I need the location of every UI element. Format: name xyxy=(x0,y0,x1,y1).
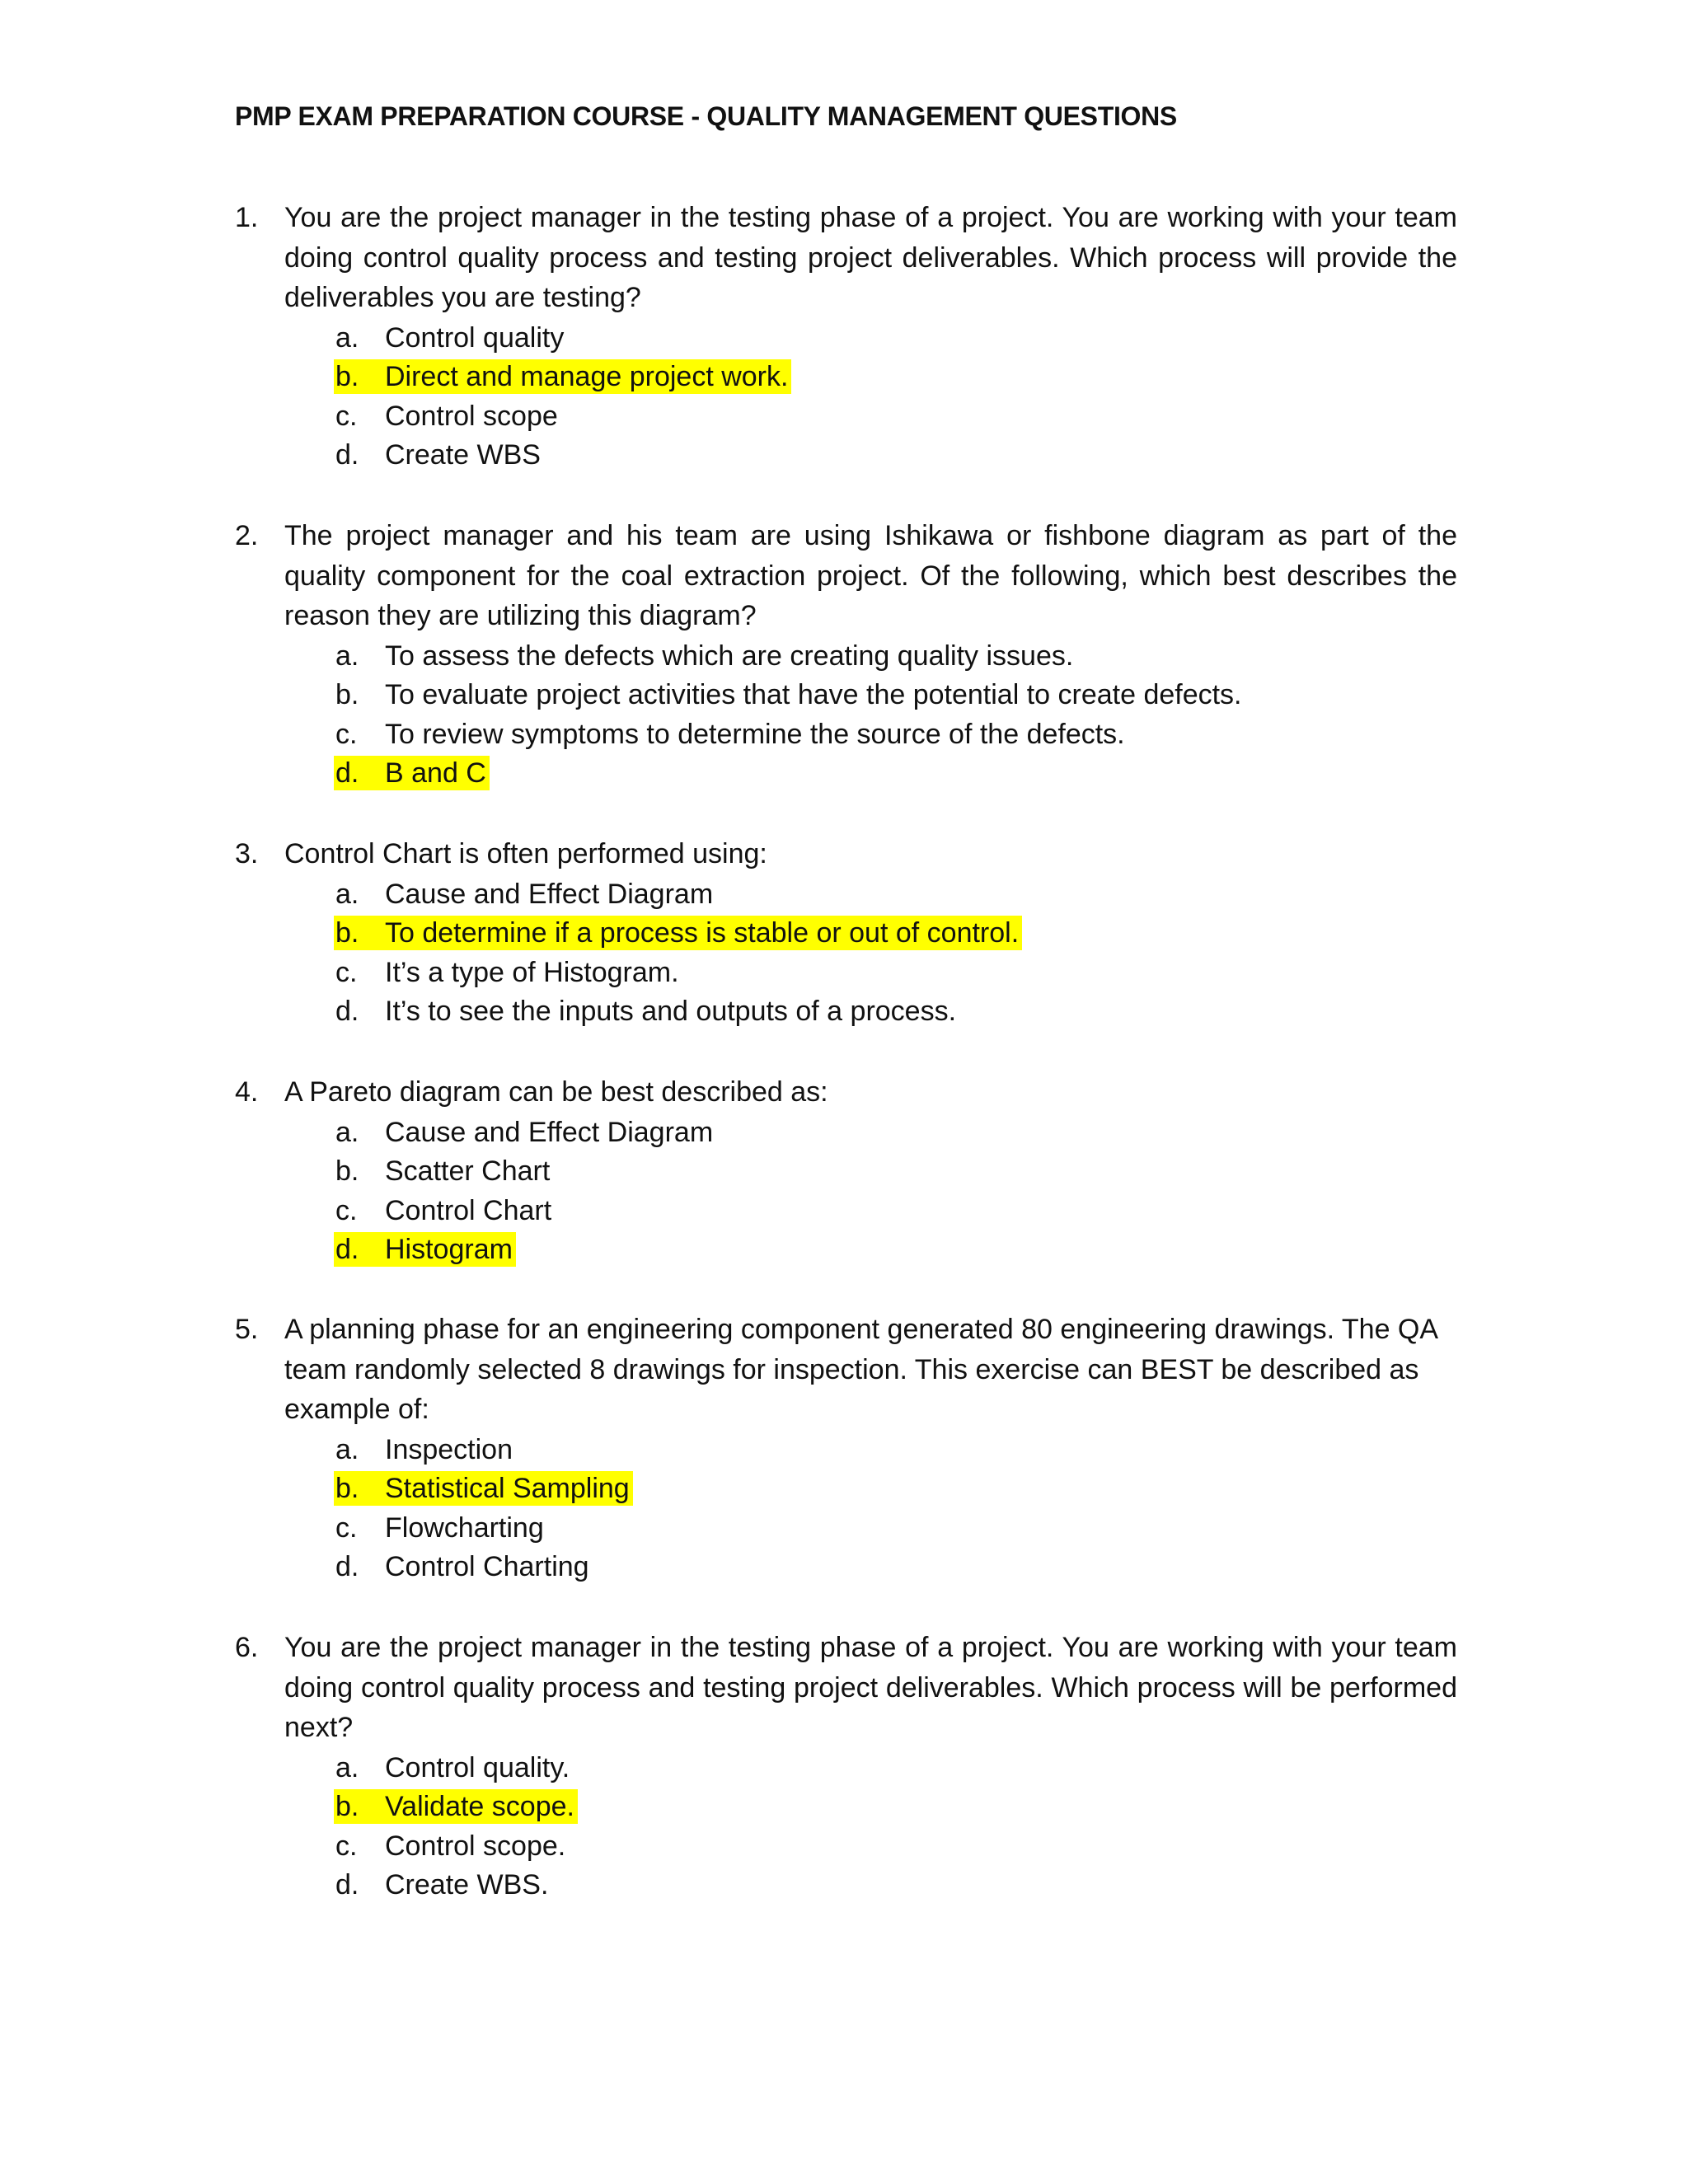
option-text: Validate scope. xyxy=(385,1791,574,1822)
option-b xyxy=(235,913,1457,953)
option-b xyxy=(235,357,1457,396)
question-number: 5. xyxy=(235,1314,259,1345)
question-number: 4. xyxy=(235,1076,259,1108)
option-text: It’s to see the inputs and outputs of a process. xyxy=(385,996,957,1027)
option-text: Control quality. xyxy=(385,1751,570,1783)
question-1 xyxy=(235,198,1457,475)
option-text: Create WBS. xyxy=(385,1869,549,1900)
option-c xyxy=(235,1508,1457,1548)
question-5 xyxy=(235,1310,1457,1586)
option-b xyxy=(235,1469,1457,1508)
option-c xyxy=(235,715,1457,754)
question-number: 3. xyxy=(235,838,259,869)
option-text: To assess the defects which are creating quality issues. xyxy=(385,640,1074,672)
question-text: A Pareto diagram can be best described as: xyxy=(284,1076,828,1108)
option-letter: c. xyxy=(335,1194,358,1226)
option-d xyxy=(235,991,1457,1031)
option-list xyxy=(235,1430,1457,1586)
option-b xyxy=(235,1787,1457,1826)
option-text: Cause and Effect Diagram xyxy=(385,878,714,910)
option-list xyxy=(235,636,1457,793)
option-text: To evaluate project activities that have the potential to create defects. xyxy=(385,679,1242,710)
option-letter: a. xyxy=(335,878,359,910)
option-letter: d. xyxy=(335,439,359,471)
option-text: Control quality xyxy=(385,321,565,354)
option-a xyxy=(235,1113,1457,1152)
option-letter: c. xyxy=(335,400,358,432)
option-text: Histogram xyxy=(385,1234,513,1265)
option-text: Control scope. xyxy=(385,1830,566,1862)
option-letter: a. xyxy=(335,1751,359,1783)
option-d xyxy=(235,435,1457,475)
option-text: Cause and Effect Diagram xyxy=(385,1116,714,1148)
option-a xyxy=(235,874,1457,914)
option-text: To review symptoms to determine the source of the defects. xyxy=(385,718,1125,750)
option-text: Control Charting xyxy=(385,1551,589,1582)
question-2 xyxy=(235,516,1457,793)
option-letter: b. xyxy=(335,1473,359,1504)
option-text: Flowcharting xyxy=(385,1511,544,1544)
question-number: 1. xyxy=(235,202,259,233)
option-d xyxy=(235,753,1457,793)
option-text: Control Chart xyxy=(385,1194,552,1226)
option-letter: c. xyxy=(335,1830,358,1862)
option-letter: c. xyxy=(335,956,358,988)
option-text: Statistical Sampling xyxy=(385,1473,630,1504)
option-c xyxy=(235,953,1457,992)
option-letter: d. xyxy=(335,1551,359,1582)
option-a xyxy=(235,318,1457,358)
question-number: 6. xyxy=(235,1632,259,1663)
question-text: Control Chart is often performed using: xyxy=(284,838,767,869)
option-text: To determine if a process is stable or out of control. xyxy=(385,917,1020,949)
option-list xyxy=(235,874,1457,1031)
option-letter: c. xyxy=(335,718,358,750)
option-letter: d. xyxy=(335,1869,359,1900)
option-d xyxy=(235,1865,1457,1905)
question-text: The project manager and his team are using Ishikawa or fishbone diagram as part of the quality component for the coal extraction project. Of the following, which best describes the reason they are utilizing this diagram? xyxy=(284,520,1457,631)
option-text: Create WBS xyxy=(385,439,541,471)
option-c xyxy=(235,1826,1457,1866)
question-text: You are the project manager in the testing phase of a project. You are working with your team doing control quality process and testing project deliverables. Which process will provide the deliverables you are testing? xyxy=(284,202,1457,313)
option-b xyxy=(235,1151,1457,1191)
option-letter: a. xyxy=(335,1433,359,1465)
option-a xyxy=(235,636,1457,676)
question-4 xyxy=(235,1072,1457,1269)
option-letter: a. xyxy=(335,1116,359,1148)
option-letter: b. xyxy=(335,1791,359,1822)
option-text: Inspection xyxy=(385,1433,513,1465)
option-c xyxy=(235,1191,1457,1230)
option-b xyxy=(235,675,1457,715)
question-3 xyxy=(235,834,1457,1031)
option-letter: b. xyxy=(335,361,359,392)
option-d xyxy=(235,1547,1457,1586)
option-text: Control scope xyxy=(385,400,558,432)
option-letter: a. xyxy=(335,640,359,672)
question-number: 2. xyxy=(235,520,259,551)
option-letter: c. xyxy=(335,1511,358,1544)
option-a xyxy=(235,1748,1457,1788)
option-a xyxy=(235,1430,1457,1469)
option-letter: d. xyxy=(335,1234,359,1265)
option-list xyxy=(235,318,1457,475)
option-letter: d. xyxy=(335,996,359,1027)
option-text: B and C xyxy=(385,757,486,789)
option-c xyxy=(235,396,1457,436)
option-list xyxy=(235,1748,1457,1905)
question-text: You are the project manager in the testing phase of a project. You are working with your team doing control quality process and testing project deliverables. Which process will be performed next? xyxy=(284,1632,1457,1743)
option-d xyxy=(235,1230,1457,1269)
question-6 xyxy=(235,1628,1457,1905)
option-letter: b. xyxy=(335,679,359,710)
option-letter: d. xyxy=(335,757,359,789)
option-list xyxy=(235,1113,1457,1269)
option-letter: a. xyxy=(335,321,359,354)
option-letter: b. xyxy=(335,917,359,949)
page-title: PMP EXAM PREPARATION COURSE - QUALITY MANAGEMENT QUESTIONS xyxy=(235,101,1177,131)
option-letter: b. xyxy=(335,1155,359,1187)
option-text: Direct and manage project work. xyxy=(385,361,789,392)
question-text: A planning phase for an engineering component generated 80 engineering drawings. The QA team randomly selected 8 drawings for inspection. This exercise can BEST be described as example of: xyxy=(284,1314,1437,1425)
option-text: It’s a type of Histogram. xyxy=(385,956,679,988)
option-text: Scatter Chart xyxy=(385,1155,551,1187)
